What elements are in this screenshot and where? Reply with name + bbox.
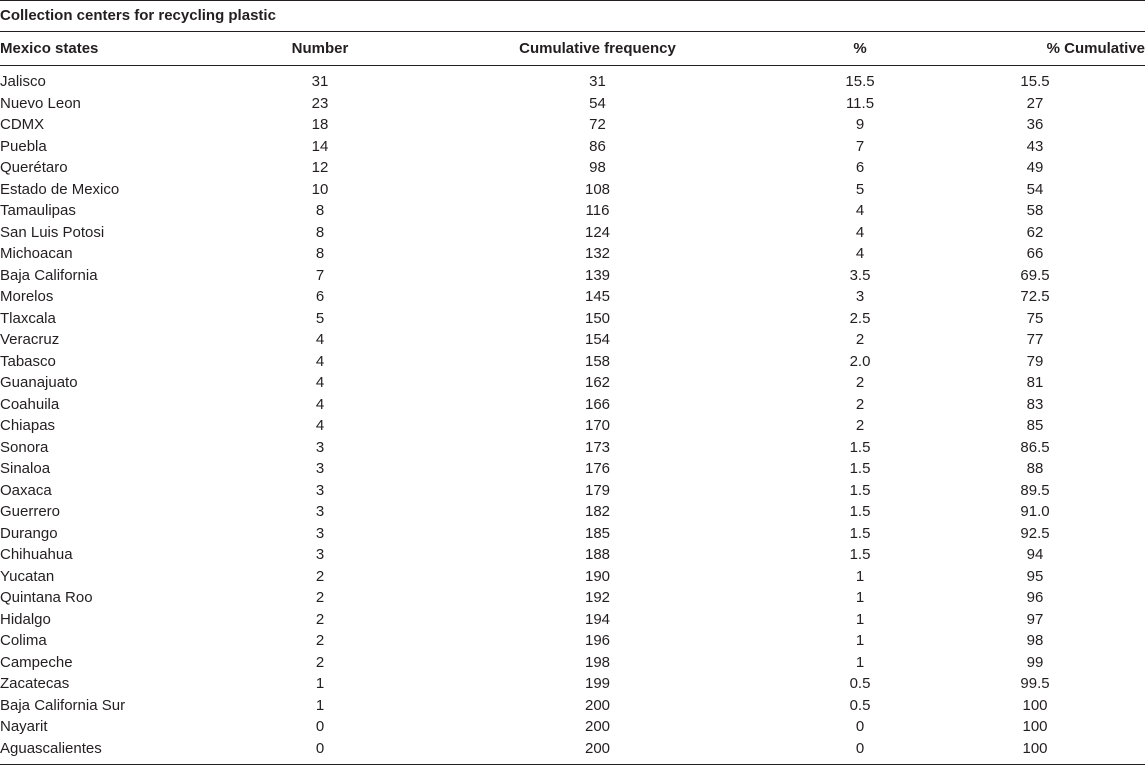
cell-percent-cumulative: 99	[1026, 653, 1044, 671]
cell-state: Baja California	[0, 266, 98, 284]
cell-number: 3	[315, 546, 325, 563]
cell-cumulative-frequency: 170	[584, 417, 611, 434]
cell-cumulative-frequency: 200	[584, 739, 611, 757]
cell-number: 10	[311, 180, 329, 198]
cell-number: 7	[315, 266, 325, 284]
table-row	[0, 652, 1145, 674]
table-row	[0, 544, 1145, 566]
cell-percent-cumulative: 66	[1026, 245, 1044, 262]
table-row	[0, 630, 1145, 652]
table-row	[0, 136, 1145, 158]
cell-percent-cumulative: 96	[1026, 589, 1044, 606]
cell-percent: 15.5	[845, 73, 875, 90]
cell-number: 23	[311, 94, 329, 112]
cell-state: Chihuahua	[0, 546, 73, 563]
table-row	[0, 329, 1145, 351]
cell-number: 4	[315, 352, 325, 370]
cell-percent-cumulative: 100	[1022, 718, 1048, 735]
cell-percent: 4	[855, 223, 865, 241]
cell-percent-cumulative: 15.5	[1020, 73, 1050, 90]
cell-number: 8	[315, 223, 325, 241]
cell-number: 8	[315, 202, 325, 219]
cell-percent-cumulative: 95	[1026, 567, 1044, 585]
cell-percent-cumulative: 62	[1026, 223, 1044, 241]
cell-percent: 1	[855, 632, 865, 649]
cell-percent-cumulative: 75	[1026, 309, 1044, 327]
cell-state: Chiapas	[0, 417, 56, 434]
cell-number: 4	[315, 331, 325, 348]
cell-percent-cumulative: 88	[1026, 460, 1044, 477]
cell-state: Puebla	[0, 137, 47, 155]
table-row	[0, 265, 1145, 287]
cell-percent-cumulative: 100	[1022, 739, 1048, 757]
header-percent: %	[853, 40, 867, 57]
cell-cumulative-frequency: 31	[589, 73, 606, 90]
cell-number: 2	[315, 632, 325, 649]
cell-cumulative-frequency: 200	[584, 718, 611, 735]
table-row	[0, 738, 1145, 760]
cell-percent-cumulative: 49	[1026, 159, 1044, 176]
cell-cumulative-frequency: 54	[589, 94, 606, 112]
cell-number: 2	[315, 589, 325, 606]
cell-percent: 4	[855, 202, 865, 219]
cell-cumulative-frequency: 166	[584, 395, 611, 413]
cell-cumulative-frequency: 179	[584, 481, 611, 499]
header-state: Mexico states	[0, 40, 99, 57]
cell-number: 12	[311, 159, 329, 176]
table-body	[0, 66, 1145, 759]
cell-state: Nayarit	[0, 718, 48, 735]
cell-cumulative-frequency: 194	[584, 610, 611, 628]
table-caption: Collection centers for recycling plastic	[0, 7, 276, 24]
cell-percent: 1.5	[849, 503, 871, 520]
cell-number: 5	[315, 309, 325, 327]
cell-percent-cumulative: 36	[1026, 116, 1044, 133]
table-row	[0, 458, 1145, 480]
cell-number: 1	[315, 675, 325, 692]
cell-number: 31	[311, 73, 329, 90]
cell-percent: 4	[855, 245, 865, 262]
table-row	[0, 523, 1145, 545]
cell-percent: 0	[855, 718, 865, 735]
cell-percent-cumulative: 77	[1026, 331, 1044, 348]
table-row	[0, 372, 1145, 394]
cell-state: Durango	[0, 524, 58, 542]
cell-cumulative-frequency: 150	[584, 309, 611, 327]
cell-state: Sinaloa	[0, 460, 51, 477]
cell-state: Oaxaca	[0, 481, 52, 499]
table-row	[0, 200, 1145, 222]
cell-cumulative-frequency: 196	[584, 632, 611, 649]
cell-cumulative-frequency: 192	[584, 589, 611, 606]
cell-cumulative-frequency: 200	[584, 696, 611, 714]
cell-state: CDMX	[0, 116, 45, 133]
cell-percent: 3	[855, 288, 865, 305]
cell-percent-cumulative: 81	[1026, 374, 1044, 391]
table-row	[0, 394, 1145, 416]
cell-number: 4	[315, 417, 325, 434]
cell-state: Jalisco	[0, 73, 46, 90]
cell-cumulative-frequency: 162	[584, 374, 611, 391]
cell-percent: 1.5	[849, 460, 871, 477]
cell-state: Aguascalientes	[0, 739, 102, 757]
cell-percent-cumulative: 91.0	[1020, 503, 1050, 520]
cell-cumulative-frequency: 154	[584, 331, 611, 348]
cell-cumulative-frequency: 72	[589, 116, 606, 133]
cell-number: 18	[311, 116, 329, 133]
table-row	[0, 480, 1145, 502]
cell-percent: 6	[855, 159, 865, 176]
cell-cumulative-frequency: 188	[584, 546, 611, 563]
cell-state: Michoacan	[0, 245, 73, 262]
cell-number: 2	[315, 567, 325, 585]
cell-percent: 1.5	[849, 438, 871, 456]
cell-number: 3	[315, 503, 325, 520]
cell-state: Campeche	[0, 653, 73, 671]
cell-percent-cumulative: 69.5	[1020, 266, 1050, 284]
header-cumulative-frequency: Cumulative frequency	[519, 40, 676, 57]
cell-percent-cumulative: 72.5	[1020, 288, 1050, 305]
cell-percent: 1.5	[849, 546, 871, 563]
cell-percent-cumulative: 83	[1026, 395, 1044, 413]
cell-percent-cumulative: 43	[1026, 137, 1044, 155]
cell-state: Estado de Mexico	[0, 180, 120, 198]
cell-cumulative-frequency: 132	[584, 245, 611, 262]
cell-state: Tamaulipas	[0, 202, 76, 219]
cell-state: Zacatecas	[0, 675, 70, 692]
cell-state: Colima	[0, 632, 47, 649]
cell-state: Tabasco	[0, 352, 56, 370]
cell-number: 4	[315, 395, 325, 413]
table-row	[0, 243, 1145, 265]
cell-cumulative-frequency: 185	[584, 524, 611, 542]
table-row	[0, 222, 1145, 244]
cell-percent-cumulative: 98	[1026, 632, 1044, 649]
cell-cumulative-frequency: 199	[584, 675, 611, 692]
cell-percent: 2	[855, 331, 865, 348]
header-percent-cumulative: % Cumulative	[1046, 40, 1145, 57]
cell-percent: 0.5	[849, 675, 871, 692]
cell-state: Morelos	[0, 288, 54, 305]
cell-state: Yucatan	[0, 567, 55, 585]
cell-percent: 1.5	[849, 524, 871, 542]
cell-cumulative-frequency: 198	[584, 653, 611, 671]
cell-percent: 11.5	[845, 94, 875, 112]
cell-number: 2	[315, 610, 325, 628]
cell-percent-cumulative: 79	[1026, 352, 1044, 370]
table-row	[0, 437, 1145, 459]
cell-number: 1	[315, 696, 325, 714]
cell-number: 3	[315, 481, 325, 499]
table-row	[0, 673, 1145, 695]
cell-state: Querétaro	[0, 159, 68, 176]
cell-cumulative-frequency: 182	[584, 503, 611, 520]
cell-cumulative-frequency: 86	[589, 137, 606, 155]
cell-percent: 0.5	[849, 696, 871, 714]
cell-percent-cumulative: 85	[1026, 417, 1044, 434]
cell-cumulative-frequency: 190	[584, 567, 611, 585]
table-row	[0, 609, 1145, 631]
cell-percent: 1	[855, 610, 865, 628]
cell-number: 0	[315, 739, 325, 757]
cell-number: 6	[315, 288, 325, 305]
cell-percent: 3.5	[849, 266, 871, 284]
cell-cumulative-frequency: 139	[584, 266, 611, 284]
table-row	[0, 351, 1145, 373]
cell-percent-cumulative: 89.5	[1020, 481, 1050, 499]
cell-number: 3	[315, 524, 325, 542]
cell-percent: 2.5	[849, 309, 871, 327]
cell-state: Quintana Roo	[0, 589, 93, 606]
table-row	[0, 566, 1145, 588]
table-row	[0, 695, 1145, 717]
table-row	[0, 716, 1145, 738]
cell-state: Tlaxcala	[0, 309, 56, 327]
cell-percent: 2	[855, 395, 865, 413]
cell-percent: 2.0	[849, 352, 871, 370]
cell-cumulative-frequency: 158	[584, 352, 611, 370]
cell-percent: 2	[855, 374, 865, 391]
table-row	[0, 501, 1145, 523]
cell-percent-cumulative: 99.5	[1020, 675, 1050, 692]
cell-cumulative-frequency: 108	[584, 180, 611, 198]
cell-percent: 5	[855, 180, 865, 198]
cell-percent-cumulative: 54	[1026, 180, 1044, 198]
table-row	[0, 286, 1145, 308]
cell-state: San Luis Potosi	[0, 223, 105, 241]
cell-percent-cumulative: 97	[1026, 610, 1044, 628]
cell-number: 8	[315, 245, 325, 262]
cell-percent: 1	[855, 589, 865, 606]
table-row	[0, 179, 1145, 201]
cell-number: 4	[315, 374, 325, 391]
table-row	[0, 114, 1145, 136]
cell-state: Nuevo Leon	[0, 94, 81, 112]
cell-state: Guanajuato	[0, 374, 78, 391]
cell-number: 3	[315, 460, 325, 477]
cell-state: Sonora	[0, 438, 49, 456]
cell-percent-cumulative: 100	[1022, 696, 1048, 714]
cell-state: Veracruz	[0, 331, 60, 348]
cell-percent-cumulative: 94	[1026, 546, 1044, 563]
table-row	[0, 587, 1145, 609]
cell-cumulative-frequency: 124	[584, 223, 611, 241]
table-row	[0, 415, 1145, 437]
table-row	[0, 71, 1145, 93]
table-row	[0, 308, 1145, 330]
cell-cumulative-frequency: 98	[589, 159, 606, 176]
cell-percent-cumulative: 27	[1026, 94, 1044, 112]
cell-number: 3	[315, 438, 325, 456]
table-row	[0, 93, 1145, 115]
header-number: Number	[291, 40, 349, 57]
cell-percent-cumulative: 86.5	[1020, 438, 1050, 456]
cell-percent: 1	[855, 567, 865, 585]
cell-cumulative-frequency: 176	[584, 460, 611, 477]
cell-state: Guerrero	[0, 503, 61, 520]
cell-percent: 0	[855, 739, 865, 757]
cell-percent: 2	[855, 417, 865, 434]
cell-number: 2	[315, 653, 325, 671]
cell-percent: 9	[855, 116, 865, 133]
cell-percent-cumulative: 92.5	[1020, 524, 1050, 542]
cell-cumulative-frequency: 116	[585, 202, 610, 219]
cell-state: Hidalgo	[0, 610, 51, 628]
cell-percent: 1.5	[849, 481, 871, 499]
cell-number: 0	[315, 718, 325, 735]
cell-state: Coahuila	[0, 395, 60, 413]
cell-percent: 1	[855, 653, 865, 671]
cell-state: Baja California Sur	[0, 696, 126, 714]
cell-cumulative-frequency: 145	[584, 288, 611, 305]
cell-percent-cumulative: 58	[1026, 202, 1044, 219]
table-bottom-rule	[0, 764, 1145, 765]
cell-number: 14	[311, 137, 329, 155]
table-row	[0, 157, 1145, 179]
cell-percent: 7	[855, 137, 865, 155]
table-header-row	[0, 32, 1145, 66]
cell-cumulative-frequency: 173	[584, 438, 611, 456]
